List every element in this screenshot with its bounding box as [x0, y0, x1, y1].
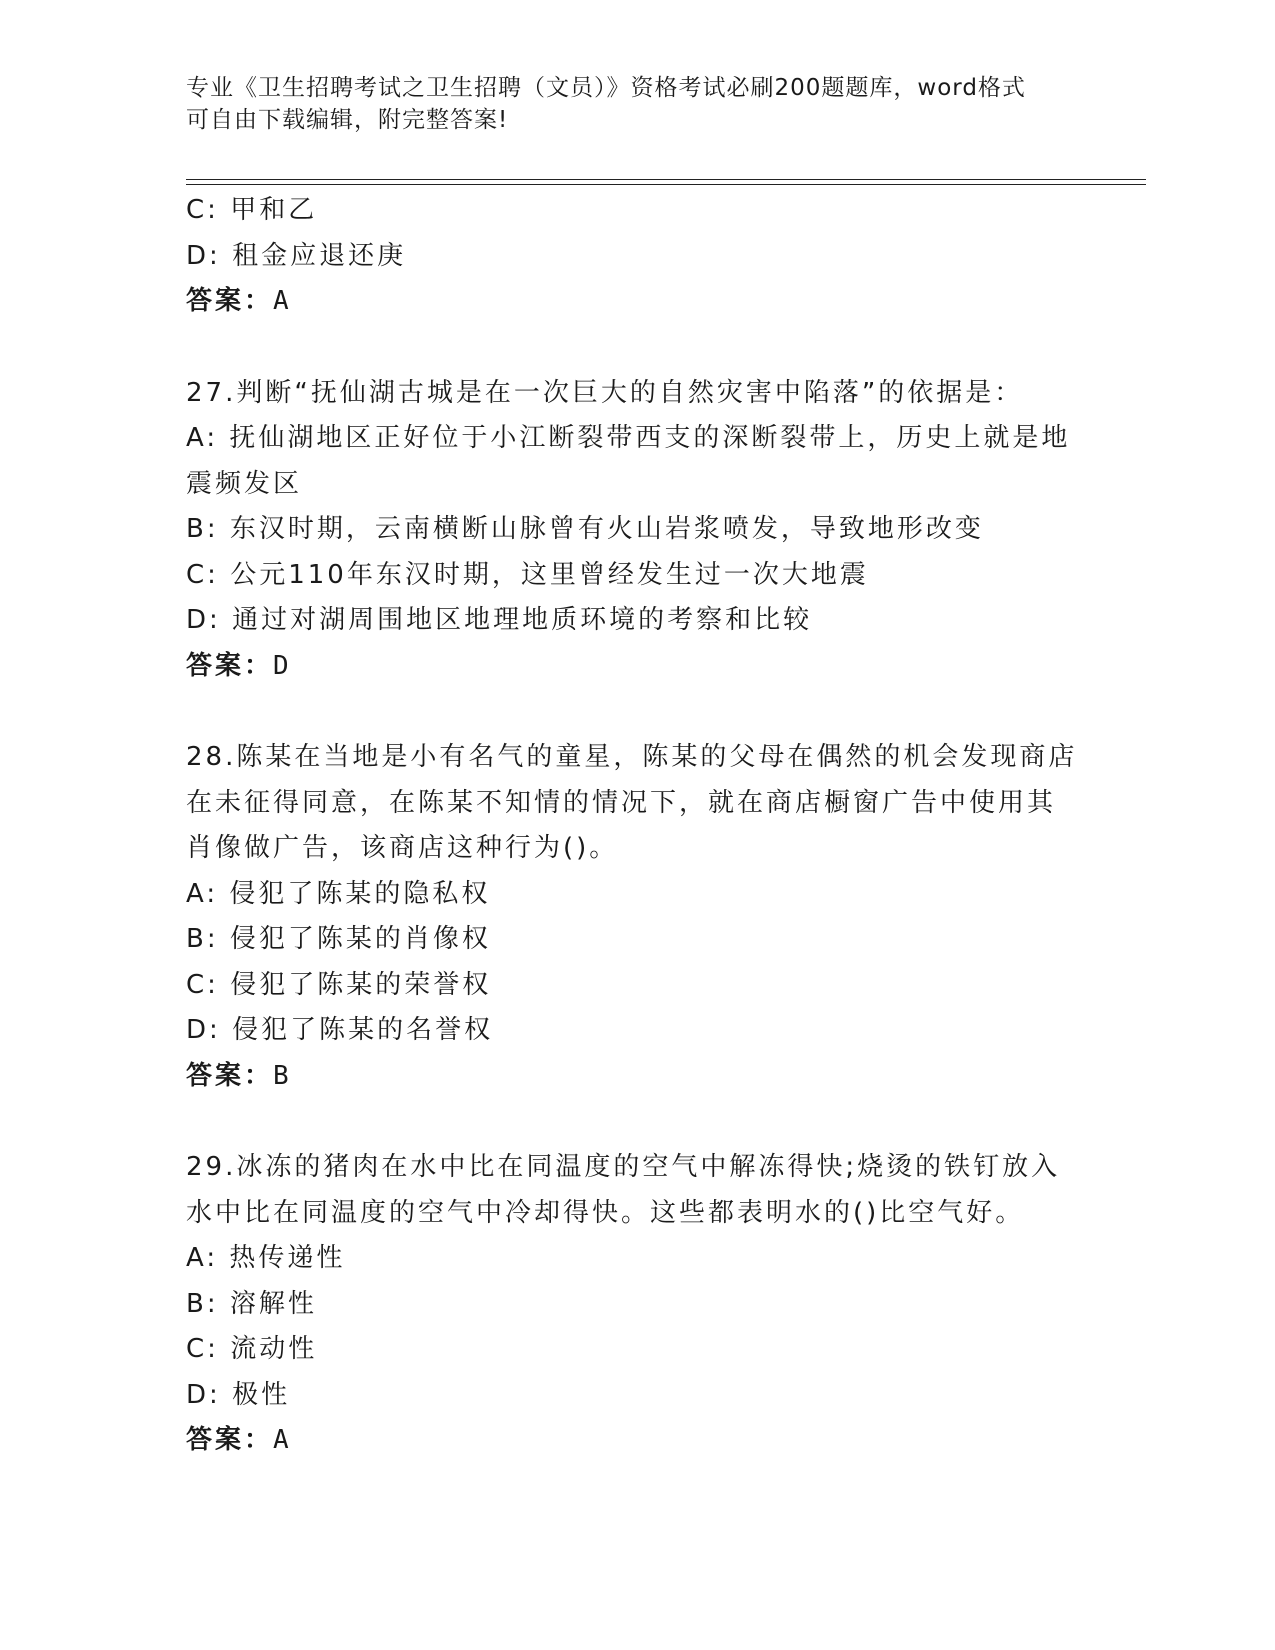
question-stem-line-2: 水中比在同温度的空气中冷却得快。这些都表明水的()比空气好。 [186, 1197, 1025, 1228]
question-29 [186, 1145, 1066, 1464]
answer-line [186, 1054, 1066, 1100]
option-key: A [186, 1243, 207, 1273]
option-sep: : [207, 969, 231, 1000]
option-sep: : [207, 195, 231, 225]
option-a [186, 872, 1066, 918]
option-b [186, 507, 1066, 553]
question-28 [186, 735, 1078, 1099]
option-b [186, 917, 1066, 963]
option-key: B [186, 514, 207, 544]
option-text: 抚仙湖地区正好位于小江断裂带西支的深断裂带上，历史上就是地 [229, 423, 1071, 453]
option-key: C [186, 195, 208, 225]
option-key: A [186, 878, 207, 909]
option-sep: : [209, 1379, 233, 1410]
option-text: 侵犯了陈某的荣誉权 [230, 969, 492, 1000]
option-key: B [186, 1288, 207, 1319]
answer-line [186, 644, 1066, 690]
option-sep: : [209, 240, 233, 271]
option-text: 侵犯了陈某的肖像权 [229, 924, 491, 954]
option-key: B [186, 924, 207, 954]
option-text: 公元110年东汉时期，这里曾经发生过一次大地震 [230, 559, 869, 590]
question-stem-line-1: 28.陈某在当地是小有名气的童星，陈某的父母在偶然的机会发现商店 [186, 742, 1078, 772]
question-content [186, 188, 1078, 1464]
option-text: 通过对湖周围地区地理地质环境的考察和比较 [232, 605, 813, 635]
option-a [186, 1236, 1066, 1282]
answer-value: D [273, 650, 292, 681]
option-d [186, 1008, 1066, 1054]
option-sep: : [206, 1243, 230, 1273]
option-key: D [186, 1015, 210, 1045]
answer-label: 答案： [186, 1060, 274, 1091]
option-key: D [186, 240, 210, 271]
answer-value: A [273, 286, 292, 316]
option-text: 甲和乙 [230, 195, 318, 225]
option-sep: : [206, 878, 230, 909]
option-a [186, 416, 1071, 462]
question-stem-line-2: 在未征得同意，在陈某不知情的情况下，就在商店橱窗广告中使用其 [186, 787, 1057, 818]
document-header [186, 72, 1066, 136]
option-sep: : [209, 605, 233, 635]
option-sep: : [206, 924, 230, 954]
option-d [186, 598, 1066, 644]
option-d [186, 234, 1066, 280]
header-divider-bottom [186, 184, 1146, 185]
option-a-continued: 震频发区 [186, 468, 303, 499]
option-text: 溶解性 [229, 1288, 317, 1319]
answer-label: 答案： [186, 286, 274, 316]
option-sep: : [206, 1288, 230, 1319]
option-sep: : [206, 423, 230, 453]
question-27 [186, 371, 1071, 690]
option-c [186, 963, 1066, 1009]
option-text: 东汉时期，云南横断山脉曾有火山岩浆喷发，导致地形改变 [229, 514, 984, 544]
answer-label: 答案： [186, 1425, 274, 1455]
option-text: 热传递性 [229, 1243, 346, 1273]
option-key: A [186, 423, 207, 453]
header-line-2: 可自由下载编辑，附完整答案! [186, 107, 509, 133]
option-key: C [186, 969, 208, 1000]
question-stem-line-3: 肖像做广告，该商店这种行为()。 [186, 833, 619, 863]
option-b [186, 1282, 1066, 1328]
option-text: 流动性 [230, 1334, 318, 1364]
option-text: 租金应退还庚 [232, 240, 407, 271]
question-stem: 27.判断“抚仙湖古城是在一次巨大的自然灾害中陷落”的依据是： [186, 377, 1024, 408]
option-key: D [186, 1379, 210, 1410]
option-d [186, 1373, 1066, 1419]
answer-line [186, 1418, 1066, 1464]
header-divider-top [186, 179, 1146, 180]
answer-line [186, 279, 1066, 325]
option-key: C [186, 559, 208, 590]
question-stem-line-1: 29.冰冻的猪肉在水中比在同温度的空气中解冻得快;烧烫的铁钉放入 [186, 1152, 1061, 1182]
option-c [186, 1327, 1066, 1373]
option-sep: : [207, 559, 231, 590]
option-c [186, 188, 1066, 234]
option-key: D [186, 605, 210, 635]
header-line-1: 专业《卫生招聘考试之卫生招聘（文员）》资格考试必刷200题题库，word格式 [186, 75, 1026, 101]
option-text: 侵犯了陈某的隐私权 [229, 878, 491, 909]
option-c [186, 553, 1066, 599]
answer-label: 答案： [186, 650, 274, 681]
option-sep: : [209, 1015, 233, 1045]
option-sep: : [206, 514, 230, 544]
option-text: 极性 [232, 1379, 291, 1410]
option-key: C [186, 1334, 208, 1364]
option-text: 侵犯了陈某的名誉权 [232, 1015, 494, 1045]
option-sep: : [207, 1334, 231, 1364]
previous-question-tail [186, 188, 1066, 325]
answer-value: A [273, 1425, 292, 1455]
answer-value: B [273, 1060, 292, 1091]
